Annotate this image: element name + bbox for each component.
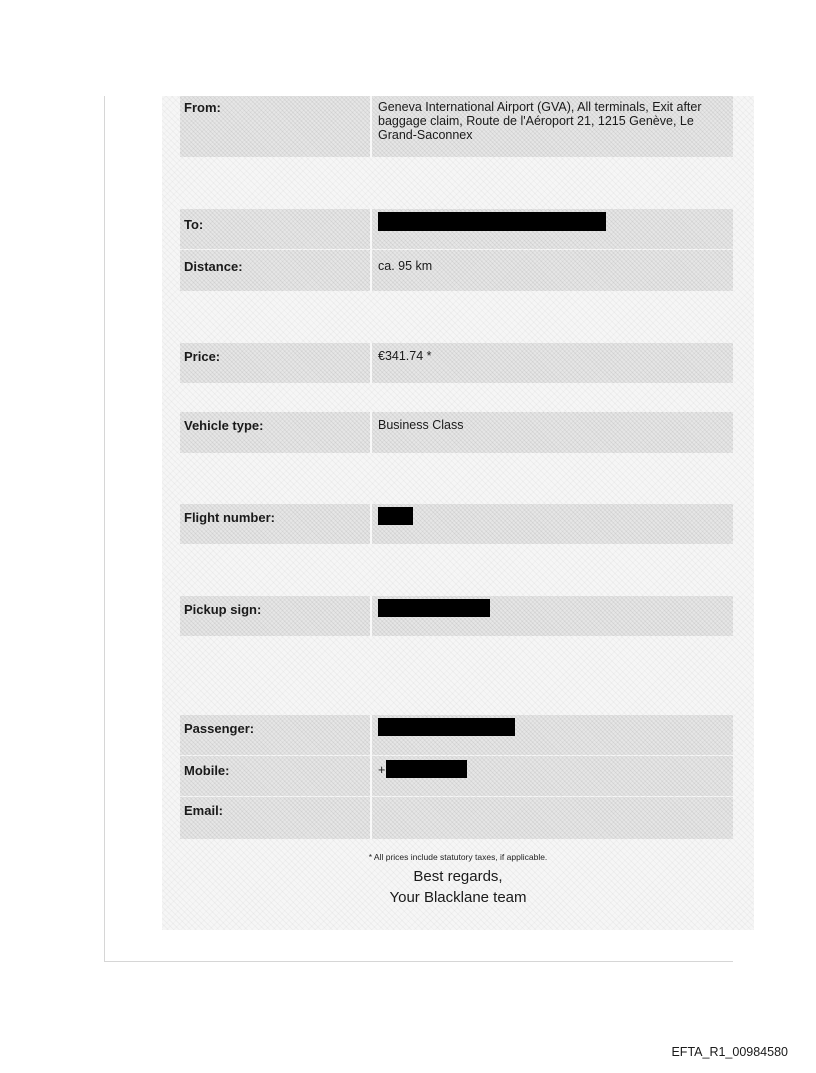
distance-value: ca. 95 km xyxy=(378,259,433,273)
tax-note: * All prices include statutory taxes, if applicable. xyxy=(368,852,548,862)
row-email xyxy=(180,797,733,839)
passenger-label: Passenger: xyxy=(184,721,255,736)
row-flight-number xyxy=(180,504,733,544)
closing-regards: Best regards, xyxy=(413,868,503,885)
row-to xyxy=(180,209,733,249)
to-label: To: xyxy=(184,217,204,232)
from-label: From: xyxy=(184,100,221,115)
row-vehicle-type xyxy=(180,412,733,453)
closing-team: Your Blacklane team xyxy=(389,889,527,906)
row-passenger xyxy=(180,715,733,755)
mobile-label: Mobile: xyxy=(184,763,230,778)
distance-label: Distance: xyxy=(184,259,243,274)
flight-number-label: Flight number: xyxy=(184,510,275,525)
row-price xyxy=(180,343,733,383)
price-value: €341.74 * xyxy=(378,349,432,363)
vehicle-type-value: Business Class xyxy=(378,418,464,432)
mobile-prefix: + xyxy=(378,763,386,777)
document-id: EFTA_R1_00984580 xyxy=(671,1045,788,1059)
mobile-redaction xyxy=(386,760,467,778)
flight-number-redaction xyxy=(378,507,413,525)
email-label: Email: xyxy=(184,803,224,818)
row-mobile xyxy=(180,756,733,796)
row-pickup-sign xyxy=(180,596,733,636)
vehicle-type-label: Vehicle type: xyxy=(184,418,264,433)
from-value: Geneva International Airport (GVA), All terminals, Exit after baggage claim, Route de l'Aéroport 21, 1215 Genève, Le Grand-Saconnex xyxy=(378,100,702,142)
passenger-redaction xyxy=(378,718,515,736)
row-distance xyxy=(180,250,733,291)
pickup-sign-redaction xyxy=(378,599,490,617)
to-redaction xyxy=(378,212,606,231)
price-label: Price: xyxy=(184,349,221,364)
pickup-sign-label: Pickup sign: xyxy=(184,602,262,617)
row-from xyxy=(180,96,733,157)
